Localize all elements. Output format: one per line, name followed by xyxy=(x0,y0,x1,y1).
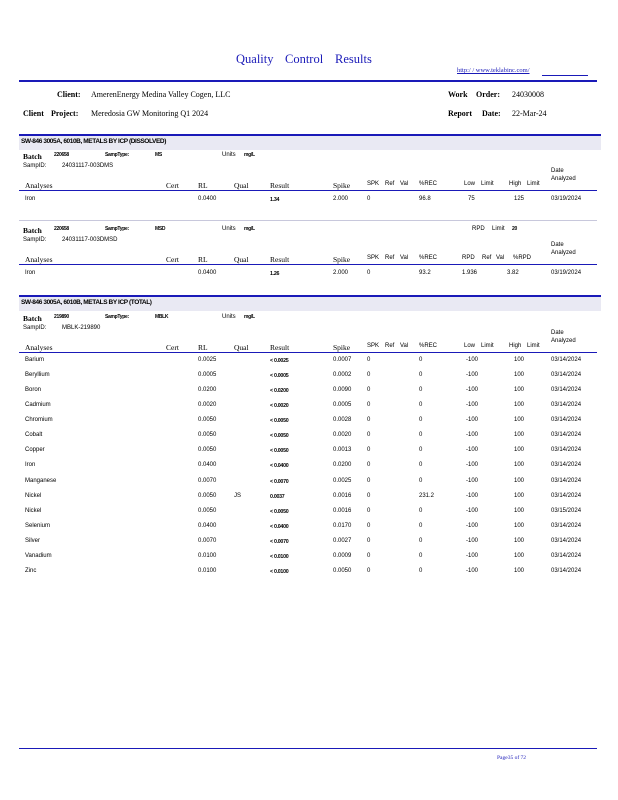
analyte: Silver xyxy=(25,537,41,544)
result: < 0.0070 xyxy=(270,538,289,545)
column-header-rule xyxy=(19,190,597,191)
analyte: Iron xyxy=(25,270,36,276)
spike: 0.0002 xyxy=(333,372,352,379)
spk-ref: 0 xyxy=(367,492,371,499)
spike: 0.0090 xyxy=(333,387,352,394)
spike: 0.0027 xyxy=(333,537,352,544)
rl: 0.0100 xyxy=(198,552,217,559)
high-limit: 100 xyxy=(514,417,525,424)
col-result: Result xyxy=(270,181,290,190)
col-ref: Ref xyxy=(385,343,395,349)
analyte: Boron xyxy=(25,387,42,394)
date-analyzed: 03/15/2024 xyxy=(551,507,582,514)
samptype-label: SampType: xyxy=(105,226,129,232)
low-limit: -100 xyxy=(466,537,479,544)
col-analyses: Analyses xyxy=(25,255,53,264)
col-low: Low xyxy=(464,181,476,187)
col-qual: Qual xyxy=(234,181,249,190)
result: < 0.0400 xyxy=(270,463,289,470)
spike: 0.0007 xyxy=(333,357,352,363)
col-rec: %REC xyxy=(419,255,438,261)
date-analyzed: 03/14/2024 xyxy=(551,402,582,409)
rl: 0.0050 xyxy=(198,417,217,424)
rpd-limit-value: 20 xyxy=(512,226,517,232)
analyte: Nickel xyxy=(25,492,42,499)
high-limit: 100 xyxy=(514,357,525,363)
result: 0.0037 xyxy=(270,493,285,500)
spk-ref: 0 xyxy=(367,462,371,469)
low-limit: 75 xyxy=(468,196,475,202)
section-header-dissolved xyxy=(19,134,601,150)
high-limit: 100 xyxy=(514,567,525,574)
project-value: Meredosia GW Monitoring Q1 2024 xyxy=(91,109,209,118)
section-title: SW-846 3005A, 6010B, METALS BY ICP (TOTAL) xyxy=(21,299,152,306)
col-rec: %REC xyxy=(419,343,438,349)
spike: 2.000 xyxy=(333,196,349,202)
analyte: Vanadium xyxy=(25,552,52,559)
date-analyzed: 03/14/2024 xyxy=(551,567,582,574)
high-limit: 100 xyxy=(514,492,525,499)
col-ref: Ref xyxy=(385,181,395,187)
rec: 0 xyxy=(419,507,423,514)
col-high-limit: Limit xyxy=(527,343,540,349)
spk-ref: 0 xyxy=(367,477,371,484)
footer-rule xyxy=(19,748,597,749)
section-title: SW-846 3005A, 6010B, METALS BY ICP (DISSOLVED) xyxy=(21,138,166,145)
spike: 0.0009 xyxy=(333,552,352,559)
analyte: Iron xyxy=(25,196,36,202)
col-rpd-val: Val xyxy=(496,255,505,261)
date-analyzed: 03/14/2024 xyxy=(551,357,582,363)
batch-label: Batch xyxy=(23,226,42,235)
samptype-value: MBLK xyxy=(155,314,169,320)
sampid-label: SampID: xyxy=(23,163,47,169)
work-order-label-2: Order: xyxy=(476,90,500,99)
col-high: High xyxy=(509,343,522,349)
date-analyzed: 03/14/2024 xyxy=(551,492,582,499)
low-limit: -100 xyxy=(466,372,479,379)
analyte: Zinc xyxy=(25,567,37,574)
work-order-label-1: Work xyxy=(448,90,468,99)
col-rec: %REC xyxy=(419,181,438,187)
col-val: Val xyxy=(400,255,409,261)
date-analyzed: 03/19/2024 xyxy=(551,270,582,276)
spk-ref: 0 xyxy=(367,552,371,559)
result: < 0.0200 xyxy=(270,388,289,395)
rec: 0 xyxy=(419,372,423,379)
col-date: Date xyxy=(551,242,564,248)
result: < 0.0050 xyxy=(270,448,289,455)
spike: 0.0016 xyxy=(333,492,352,499)
rl: 0.0070 xyxy=(198,477,217,484)
analyte: Copper xyxy=(25,447,45,454)
col-spk: SPK xyxy=(367,343,380,349)
high-limit: 100 xyxy=(514,552,525,559)
low-limit: -100 xyxy=(466,387,479,394)
spike: 0.0025 xyxy=(333,477,352,484)
low-limit: -100 xyxy=(466,432,479,439)
date-analyzed: 03/14/2024 xyxy=(551,462,582,469)
rl: 0.0025 xyxy=(198,357,217,363)
high-limit: 100 xyxy=(514,432,525,439)
spk-ref: 0 xyxy=(367,522,371,529)
samptype-value: MS xyxy=(155,152,162,158)
report-date-label-1: Report xyxy=(448,109,472,118)
rec: 0 xyxy=(419,567,423,574)
analyte: Beryllium xyxy=(25,372,50,379)
low-limit: -100 xyxy=(466,567,479,574)
pct-rpd: 3.82 xyxy=(507,270,519,276)
high-limit: 100 xyxy=(514,522,525,529)
rl: 0.0050 xyxy=(198,492,217,499)
col-qual: Qual xyxy=(234,255,249,264)
project-label: Project: xyxy=(51,109,79,118)
report-date-value: 22-Mar-24 xyxy=(512,109,547,118)
col-cert: Cert xyxy=(166,181,179,190)
result: < 0.0050 xyxy=(270,508,289,515)
rec: 0 xyxy=(419,477,423,484)
batch-number: 219890 xyxy=(54,314,69,320)
col-spike: Spike xyxy=(333,255,351,264)
low-limit: -100 xyxy=(466,357,479,363)
high-limit: 100 xyxy=(514,372,525,379)
col-result: Result xyxy=(270,255,290,264)
high-limit: 100 xyxy=(514,477,525,484)
column-header-rule xyxy=(19,352,597,353)
client-value: AmerenEnergy Medina Valley Cogen, LLC xyxy=(91,90,231,99)
date-analyzed: 03/14/2024 xyxy=(551,552,582,559)
sampid-value: MBLK-219890 xyxy=(62,325,101,331)
title-word-2: Control xyxy=(285,52,324,66)
website-link[interactable]: http:/ / www.teklabinc.com/ xyxy=(457,67,530,74)
rl: 0.0200 xyxy=(198,387,217,394)
qual: JS xyxy=(234,492,242,499)
col-analyses: Analyses xyxy=(25,181,53,190)
low-limit: -100 xyxy=(466,492,479,499)
rec: 96.8 xyxy=(419,196,431,202)
rl: 0.0400 xyxy=(198,522,217,529)
analyte: Cadmium xyxy=(25,402,51,409)
spike: 0.0200 xyxy=(333,462,352,469)
units-label: Units xyxy=(222,314,236,320)
spk-ref: 0 xyxy=(367,567,371,574)
result: < 0.0050 xyxy=(270,418,289,425)
rl: 0.0100 xyxy=(198,567,217,574)
samptype-label: SampType: xyxy=(105,314,129,320)
low-limit: -100 xyxy=(466,507,479,514)
col-low-limit: Limit xyxy=(481,343,494,349)
high-limit: 100 xyxy=(514,387,525,394)
sampid-value: 24031117-003DMSD xyxy=(62,237,118,243)
col-rl: RL xyxy=(198,181,208,190)
batch-divider xyxy=(19,220,597,221)
analyte: Manganese xyxy=(25,477,57,484)
spike: 0.0013 xyxy=(333,447,352,454)
col-low-limit: Limit xyxy=(481,181,494,187)
result: < 0.0050 xyxy=(270,433,289,440)
rl: 0.0070 xyxy=(198,537,217,544)
low-limit: -100 xyxy=(466,552,479,559)
rl: 0.0050 xyxy=(198,507,217,514)
high-limit: 100 xyxy=(514,462,525,469)
analyte: Barium xyxy=(25,357,45,363)
spk-ref: 0 xyxy=(367,537,371,544)
date-analyzed: 03/19/2024 xyxy=(551,196,582,202)
rec: 0 xyxy=(419,522,423,529)
low-limit: -100 xyxy=(466,417,479,424)
col-cert: Cert xyxy=(166,343,179,352)
col-date: Date xyxy=(551,330,564,336)
col-rpd: RPD xyxy=(462,255,475,261)
rl: 0.0050 xyxy=(198,432,217,439)
col-spk: SPK xyxy=(367,255,380,261)
result: < 0.0400 xyxy=(270,523,289,530)
high-limit: 100 xyxy=(514,402,525,409)
column-header-rule xyxy=(19,264,597,265)
rec: 0 xyxy=(419,387,423,394)
high-limit: 100 xyxy=(514,537,525,544)
batch-number: 220658 xyxy=(54,152,69,158)
col-rpd-ref: Ref xyxy=(482,255,492,261)
samptype-value: MSD xyxy=(155,226,166,232)
batch-label: Batch xyxy=(23,314,42,323)
rec: 0 xyxy=(419,357,423,363)
units-value: mg/L xyxy=(244,152,255,158)
rpd-limit-label: Limit xyxy=(492,226,505,232)
rec: 0 xyxy=(419,462,423,469)
spk-ref: 0 xyxy=(367,387,371,394)
page-number: Page35 of 72 xyxy=(497,755,527,761)
result: < 0.0020 xyxy=(270,403,289,410)
rl: 0.0400 xyxy=(198,196,217,202)
sampid-value: 24031117-003DMS xyxy=(62,163,114,169)
high-limit: 125 xyxy=(514,196,525,202)
analyte: Selenium xyxy=(25,522,51,529)
col-cert: Cert xyxy=(166,255,179,264)
col-spk: SPK xyxy=(367,181,380,187)
rec: 0 xyxy=(419,537,423,544)
analyte: Chromium xyxy=(25,417,53,424)
client-label: Client: xyxy=(57,90,81,99)
col-rl: RL xyxy=(198,343,208,352)
rl: 0.0020 xyxy=(198,402,217,409)
spk-ref: 0 xyxy=(367,357,371,363)
rpd-label: RPD xyxy=(472,226,485,232)
spk-ref: 0 xyxy=(367,270,371,276)
date-analyzed: 03/14/2024 xyxy=(551,372,582,379)
spk-ref: 0 xyxy=(367,417,371,424)
work-order-value: 24030008 xyxy=(512,90,544,99)
col-result: Result xyxy=(270,343,290,352)
units-label: Units xyxy=(222,152,236,158)
analyte: Iron xyxy=(25,462,36,469)
spk-ref: 0 xyxy=(367,447,371,454)
spk-ref: 0 xyxy=(367,372,371,379)
col-spike: Spike xyxy=(333,343,351,352)
col-pct-rpd: %RPD xyxy=(513,255,532,261)
spike: 2.000 xyxy=(333,270,349,276)
rec: 0 xyxy=(419,417,423,424)
low-limit: -100 xyxy=(466,462,479,469)
spike: 0.0005 xyxy=(333,402,352,409)
spk-ref: 0 xyxy=(367,402,371,409)
spk-ref: 0 xyxy=(367,507,371,514)
col-analyses: Analyses xyxy=(25,343,53,352)
result: 1.26 xyxy=(270,271,280,277)
rec: 93.2 xyxy=(419,270,431,276)
col-rl: RL xyxy=(198,255,208,264)
date-analyzed: 03/14/2024 xyxy=(551,417,582,424)
rl: 0.0050 xyxy=(198,447,217,454)
samptype-label: SampType: xyxy=(105,152,129,158)
high-limit: 100 xyxy=(514,447,525,454)
spike: 0.0170 xyxy=(333,522,352,529)
low-limit: -100 xyxy=(466,522,479,529)
col-analyzed: Analyzed xyxy=(551,176,576,182)
batch-label: Batch xyxy=(23,152,42,161)
spike: 0.0028 xyxy=(333,417,352,424)
result: < 0.0005 xyxy=(270,373,289,380)
project-prefix: Client xyxy=(23,109,44,118)
col-val: Val xyxy=(400,181,409,187)
rec: 0 xyxy=(419,552,423,559)
units-value: mg/L xyxy=(244,314,255,320)
spk-ref: 0 xyxy=(367,196,371,202)
batch-number: 220658 xyxy=(54,226,69,232)
date-analyzed: 03/14/2024 xyxy=(551,432,582,439)
result: < 0.0100 xyxy=(270,553,289,560)
rec: 0 xyxy=(419,432,423,439)
col-high: High xyxy=(509,181,522,187)
rpd-ref-val: 1.936 xyxy=(462,270,478,276)
spike: 0.0020 xyxy=(333,432,352,439)
date-analyzed: 03/14/2024 xyxy=(551,537,582,544)
analyte: Cobalt xyxy=(25,432,43,439)
spike: 0.0016 xyxy=(333,507,352,514)
rl: 0.0400 xyxy=(198,270,217,276)
rl: 0.0400 xyxy=(198,462,217,469)
low-limit: -100 xyxy=(466,402,479,409)
sampid-label: SampID: xyxy=(23,325,47,331)
rec: 0 xyxy=(419,402,423,409)
rec: 231.2 xyxy=(419,492,435,499)
result: < 0.0025 xyxy=(270,358,289,364)
section-header-total xyxy=(19,295,601,311)
high-limit: 100 xyxy=(514,507,525,514)
col-ref: Ref xyxy=(385,255,395,261)
units-label: Units xyxy=(222,226,236,232)
col-high-limit: Limit xyxy=(527,181,540,187)
col-val: Val xyxy=(400,343,409,349)
low-limit: -100 xyxy=(466,447,479,454)
result: 1.34 xyxy=(270,197,280,203)
sampid-label: SampID: xyxy=(23,237,47,243)
col-low: Low xyxy=(464,343,476,349)
result: < 0.0100 xyxy=(270,568,289,575)
date-analyzed: 03/14/2024 xyxy=(551,387,582,394)
col-analyzed: Analyzed xyxy=(551,250,576,256)
col-date: Date xyxy=(551,168,564,174)
date-analyzed: 03/14/2024 xyxy=(551,477,582,484)
title-word-1: Quality xyxy=(236,52,274,66)
rec: 0 xyxy=(419,447,423,454)
col-spike: Spike xyxy=(333,181,351,190)
analyte: Nickel xyxy=(25,507,42,514)
title-word-3: Results xyxy=(335,52,372,66)
url-underline xyxy=(542,75,588,76)
header-rule xyxy=(19,80,597,82)
spk-ref: 0 xyxy=(367,432,371,439)
date-analyzed: 03/14/2024 xyxy=(551,522,582,529)
report-date-label-2: Date: xyxy=(482,109,501,118)
result: < 0.0070 xyxy=(270,478,289,485)
low-limit: -100 xyxy=(466,477,479,484)
col-qual: Qual xyxy=(234,343,249,352)
col-analyzed: Analyzed xyxy=(551,338,576,344)
units-value: mg/L xyxy=(244,226,255,232)
spike: 0.0050 xyxy=(333,567,352,574)
date-analyzed: 03/14/2024 xyxy=(551,447,582,454)
rl: 0.0005 xyxy=(198,372,217,379)
